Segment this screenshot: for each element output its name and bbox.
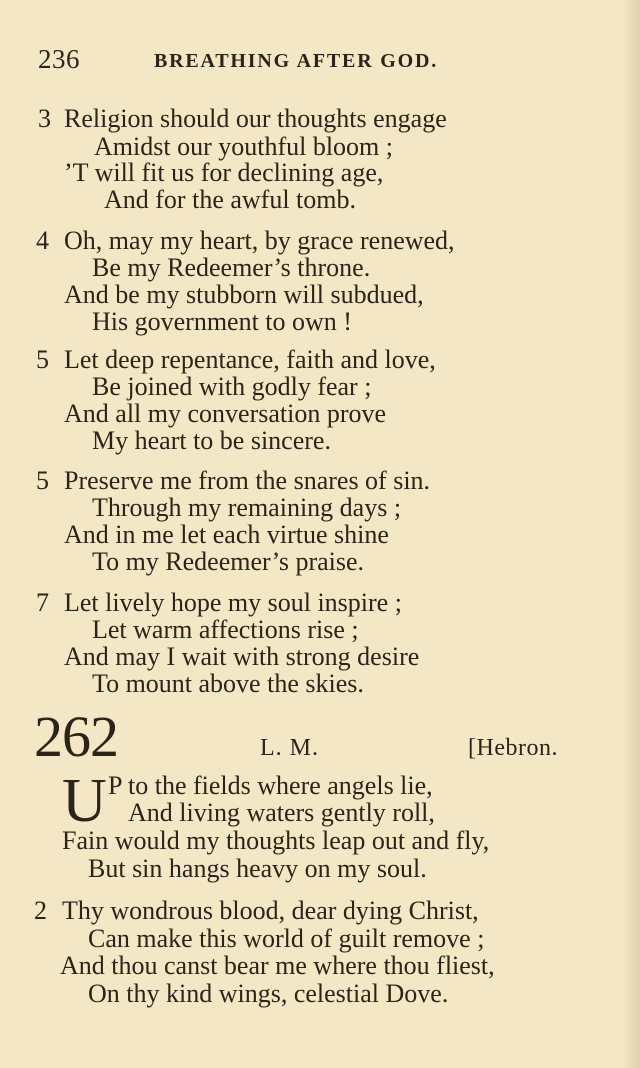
verse-line: Let deep repentance, faith and love, xyxy=(64,345,436,374)
verse-line: And may I wait with strong desire xyxy=(64,642,420,671)
verse-line: Amidst our youthful bloom ; xyxy=(94,132,393,161)
tune-name: [Hebron. xyxy=(468,735,558,761)
stanza-number: 5 xyxy=(36,345,49,374)
hymn-meter: L. M. xyxy=(260,735,319,761)
verse-line: My heart to be sincere. xyxy=(92,426,331,455)
stanza-number: 2 xyxy=(34,896,47,925)
verse-line: And in me let each virtue shine xyxy=(64,520,389,549)
stanza-number: 5 xyxy=(36,466,49,495)
verse-line: Preserve me from the snares of sin. xyxy=(64,466,431,495)
verse-line: And all my conversation prove xyxy=(64,399,387,428)
stanza-number: 3 xyxy=(38,104,51,133)
verse-line: Let warm affections rise ; xyxy=(92,615,359,644)
hymn-number: 262 xyxy=(34,704,118,769)
stanza-number: 7 xyxy=(36,588,49,617)
verse-line: To my Redeemer’s praise. xyxy=(92,547,365,576)
running-title: BREATHING AFTER GOD. xyxy=(154,50,438,72)
verse-line: And thou canst bear me where thou fliest, xyxy=(60,951,495,980)
page-number: 236 xyxy=(38,44,80,74)
verse-line: Be joined with godly fear ; xyxy=(92,372,372,401)
verse-line: Through my remaining days ; xyxy=(92,493,402,522)
verse-line: And be my stubborn will subdued, xyxy=(64,280,424,309)
verse-line: And for the awful tomb. xyxy=(104,185,357,214)
verse-line: Be my Redeemer’s throne. xyxy=(92,253,371,282)
verse-line: But sin hangs heavy on my soul. xyxy=(88,854,427,883)
verse-line: Let lively hope my soul inspire ; xyxy=(64,588,402,617)
stanza-number: 4 xyxy=(36,226,49,255)
verse-line: ’T will fit us for declining age, xyxy=(64,158,384,187)
verse-line: Thy wondrous blood, dear dying Christ, xyxy=(62,896,479,925)
verse-line: Fain would my thoughts leap out and fly, xyxy=(62,826,490,855)
verse-line: To mount above the skies. xyxy=(92,669,364,698)
verse-line: P to the fields where angels lie, xyxy=(108,771,433,800)
page-header xyxy=(38,44,598,80)
drop-cap: U xyxy=(62,767,107,835)
verse-line: Oh, may my heart, by grace renewed, xyxy=(64,226,455,255)
verse-line: Can make this world of guilt remove ; xyxy=(88,924,485,953)
verse-line: And living waters gently roll, xyxy=(128,798,435,827)
page-edge-shadow xyxy=(622,0,640,1068)
verse-line: Religion should our thoughts engage xyxy=(64,104,447,133)
verse-line: On thy kind wings, celestial Dove. xyxy=(88,979,449,1008)
verse-line: His government to own ! xyxy=(92,307,352,336)
